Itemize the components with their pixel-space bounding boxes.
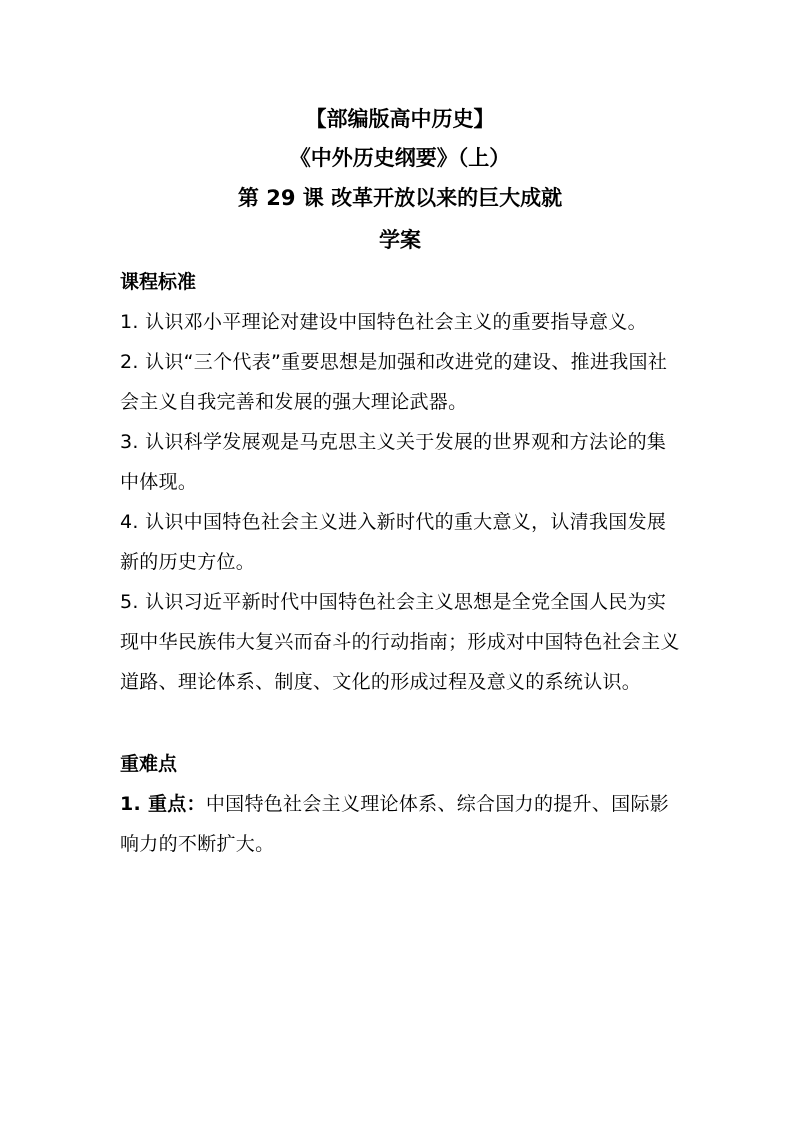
document-type-title: 学案 <box>379 228 421 252</box>
course-standards-heading: 课程标准 <box>120 271 197 293</box>
standard-item-1: 1. 认识邓小平理论对建设中国特色社会主义的重要指导意义。 <box>120 311 647 333</box>
standard-item-3: 3. 认识科学发展观是马克思主义关于发展的世界观和方法论的集中体现。 <box>120 431 667 493</box>
lesson-title: 第 29 课 改革开放以来的巨大成就 <box>237 186 563 210</box>
series-title: 【部编版高中历史】 <box>305 107 495 131</box>
standard-item-2: 2. 认识“三个代表”重要思想是加强和改进党的建设、推进我国社会主义自我完善和发展的强大理论武器。 <box>120 351 668 413</box>
key-point-text: 中国特色社会主义理论体系、综合国力的提升、国际影响力的不断扩大。 <box>120 793 670 855</box>
key-point-label: 1. 重点： <box>120 793 206 815</box>
standard-item-5: 5. 认识习近平新时代中国特色社会主义思想是全党全国人民为实现中华民族伟大复兴而奋斗的行动指南；形成对中国特色社会主义道路、理论体系、制度、文化的形成过程及意义的系统认识。 <box>120 591 680 693</box>
standard-item-4: 4. 认识中国特色社会主义进入新时代的重大意义，认清我国发展新的历史方位。 <box>120 511 667 573</box>
key-points-heading: 重难点 <box>120 753 178 775</box>
key-point-item-1 <box>120 784 680 864</box>
section-spacer <box>120 702 680 744</box>
document-page <box>120 100 680 864</box>
book-title: 《中外历史纲要》（上） <box>289 146 511 170</box>
